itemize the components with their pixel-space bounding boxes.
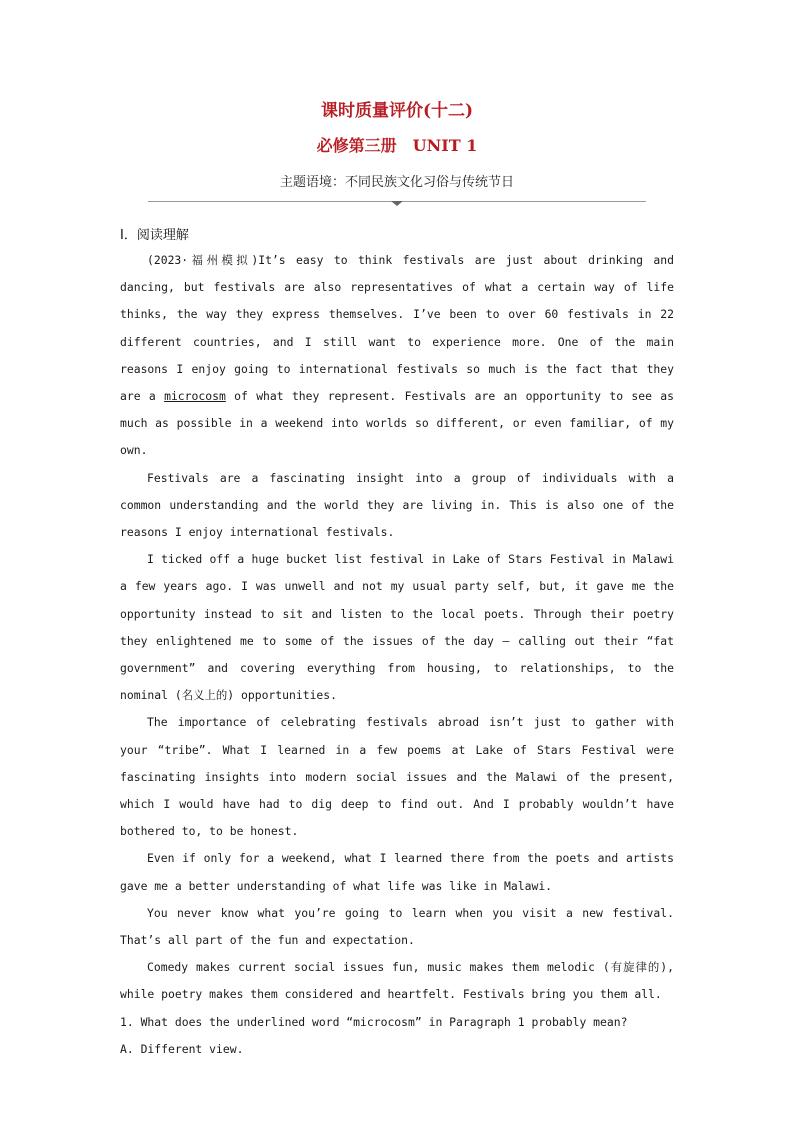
divider-triangle-icon [391,201,403,206]
paragraph-7: Comedy makes current social issues fun, music makes them melodic (有旋律的), while poetry makes them considered and heartfelt. Festivals bring you them all. [120,960,674,1002]
unit-heading: 必修第三册 UNIT 1 [316,136,478,155]
paragraph-2: Festivals are a fascinating insight into a group of individuals with a common understanding and the world they are living in. This is also one of the reasons I enjoy international festivals. [120,470,674,540]
paragraph-1-pre: (2023·福州模拟)It’s easy to think festivals are just about drinking and dancing, but festivals are also representatives of what a certain way of life thinks, the way they express themselves. I’ve been to over 60 festivals in 22 different countries, and I still want to experience more. One of the main reasons I enjoy going to international festivals so much is the fact that they are a [120,253,674,404]
underlined-word: microcosm [164,389,226,404]
reading-passage [120,247,674,1063]
section-heading: Ⅰ．阅读理解 [120,228,189,243]
paragraph-1-post: of what they represent. Festivals are an opportunity to see as much as possible in a weekend into worlds so different, or even familiar, of my own. [120,389,674,458]
option-a: A. Different view. [120,1041,244,1056]
paragraph-3: I ticked off a huge bucket list festival in Lake of Stars Festival in Malawi a few years ago. I was unwell and not my usual party self, but, it gave me the opportunity instead to sit and listen to the local poets. Through their poetry they enlightened me to some of the issues of the day — calling out their “fat government” and covering everything from housing, to relationships, to the nominal (名义上的) opportunities. [120,552,674,703]
paragraph-4: The importance of celebrating festivals abroad isn’t just to gather with your “tribe”. What I learned in a few poems at Lake of Stars Festival were fascinating insights into modern social issues and the Malawi of the present, which I would have had to dig deep to find out. And I probably wouldn’t have bothered to, to be honest. [120,715,674,839]
theme-subtitle: 主题语境：不同民族文化习俗与传统节日 [279,175,514,190]
document-title: 课时质量评价(十二) [320,101,474,121]
paragraph-6: You never know what you’re going to learn when you visit a new festival. That’s all part of the fun and expectation. [120,905,674,948]
question-1: 1. What does the underlined word “microcosm” in Paragraph 1 probably mean? [120,1014,628,1029]
paragraph-5: Even if only for a weekend, what I learned there from the poets and artists gave me a better understanding of what life was like in Malawi. [120,851,674,893]
paragraph-1 [120,247,674,465]
